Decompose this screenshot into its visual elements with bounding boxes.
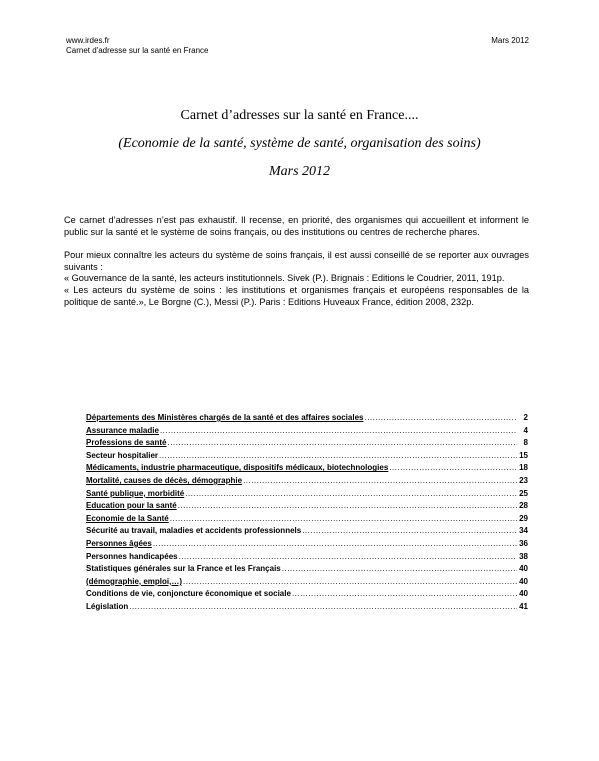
toc-leader-dots bbox=[129, 601, 517, 614]
toc-leader-dots bbox=[153, 538, 517, 551]
toc-entry-page: 41 bbox=[519, 601, 528, 611]
toc-entry-page: 8 bbox=[523, 438, 528, 448]
toc-leader-dots bbox=[159, 450, 517, 463]
toc-entry-label: Secteur hospitalier bbox=[86, 450, 159, 460]
toc-entry-label: Mortalité, causes de décès, démographie bbox=[86, 475, 243, 485]
toc-entry-page: 23 bbox=[519, 475, 528, 485]
toc-leader-dots bbox=[302, 525, 517, 538]
toc-entry-label: Conditions de vie, conjoncture économique et sociale bbox=[86, 589, 291, 599]
table-of-contents bbox=[86, 412, 528, 614]
toc-entry-label: Personnes âgées bbox=[86, 538, 152, 548]
toc-leader-dots bbox=[292, 588, 517, 601]
paragraph-gap bbox=[64, 238, 529, 250]
toc-entry-label: Santé publique, morbidité bbox=[86, 488, 185, 498]
toc-entry-page: 15 bbox=[519, 450, 528, 460]
toc-entry-label: (démographie, emploi,…) bbox=[86, 576, 183, 586]
intro-reference-2: « Les acteurs du système de soins : les institutions et organismes français et européens responsables de la politique de santé.», Le Borgne (C.), Messi (P.). Paris : Editions Huveaux France, édition 2008, 232p. bbox=[64, 284, 529, 307]
page-header bbox=[66, 36, 529, 56]
intro-paragraph-2: Pour mieux connaître les acteurs du système de soins français, il est aussi conseillé de se reporter aux ouvrages suivants : bbox=[64, 250, 529, 272]
page-title: Carnet d’adresses sur la santé en France.... bbox=[180, 108, 419, 123]
toc-leader-dots bbox=[364, 412, 517, 425]
intro-paragraph-1: Ce carnet d’adresses n’est pas exhaustif. Il recense, en priorité, des organismes qui accueillent et informent le public sur la santé et le système de soins français, ou des institutions ou centres de recherche phares. bbox=[64, 215, 529, 237]
toc-entry[interactable] bbox=[86, 588, 528, 601]
intro-reference-1: « Gouvernance de la santé, les acteurs institutionnels. Sivek (P.). Brignais : Editions le Coudrier, 2011, 191p. bbox=[64, 273, 505, 284]
toc-leader-dots bbox=[160, 425, 517, 438]
toc-entry-page: 25 bbox=[519, 488, 528, 498]
header-site[interactable]: www.irdes.fr bbox=[66, 36, 110, 45]
toc-entry[interactable] bbox=[86, 563, 528, 576]
intro-text bbox=[64, 215, 529, 308]
toc-entry-page: 29 bbox=[519, 513, 528, 523]
toc-entry[interactable] bbox=[86, 475, 528, 488]
header-subtitle: Carnet d'adresse sur la santé en France bbox=[66, 46, 209, 55]
toc-entry[interactable] bbox=[86, 538, 528, 551]
toc-entry-page: 28 bbox=[519, 501, 528, 511]
toc-entry-page: 36 bbox=[519, 538, 528, 548]
toc-entry-label: Législation bbox=[86, 601, 129, 611]
toc-leader-dots bbox=[170, 513, 517, 526]
toc-entry[interactable] bbox=[86, 576, 528, 589]
header-date: Mars 2012 bbox=[491, 36, 529, 45]
toc-entry[interactable] bbox=[86, 425, 528, 438]
toc-leader-dots bbox=[179, 551, 517, 564]
toc-entry-label: Education pour la santé bbox=[86, 501, 177, 511]
toc-entry-page: 34 bbox=[519, 526, 528, 536]
toc-leader-dots bbox=[178, 500, 517, 513]
toc-entry-label: Médicaments, industrie pharmaceutique, dispositifs médicaux, biotechnologies bbox=[86, 463, 389, 473]
toc-leader-dots bbox=[183, 576, 517, 589]
toc-entry-page: 38 bbox=[519, 551, 528, 561]
toc-entry-label: Professions de santé bbox=[86, 438, 167, 448]
toc-entry[interactable] bbox=[86, 412, 528, 425]
toc-entry[interactable] bbox=[86, 601, 528, 614]
toc-entry-label: Départements des Ministères chargés de la santé et des affaires sociales bbox=[86, 413, 364, 422]
toc-entry[interactable] bbox=[86, 462, 528, 475]
toc-leader-dots bbox=[282, 563, 517, 576]
page-date: Mars 2012 bbox=[268, 164, 331, 179]
toc-entry[interactable] bbox=[86, 488, 528, 501]
toc-entry[interactable] bbox=[86, 437, 528, 450]
toc-entry[interactable] bbox=[86, 551, 528, 564]
toc-entry-label: Personnes handicapées bbox=[86, 551, 178, 561]
toc-entry-page: 2 bbox=[523, 413, 528, 422]
toc-entry[interactable] bbox=[86, 500, 528, 513]
toc-entry-label: Sécurité au travail, maladies et accidents professionnels bbox=[86, 526, 302, 536]
toc-leader-dots bbox=[167, 437, 517, 450]
toc-entry[interactable] bbox=[86, 513, 528, 526]
toc-entry-page: 40 bbox=[519, 564, 528, 574]
toc-entry-page: 40 bbox=[519, 576, 528, 586]
toc-leader-dots bbox=[389, 462, 517, 475]
toc-entry-page: 40 bbox=[519, 589, 528, 599]
toc-leader-dots bbox=[243, 475, 517, 488]
toc-entry[interactable] bbox=[86, 450, 528, 463]
toc-entry-page: 18 bbox=[519, 463, 528, 473]
toc-leader-dots bbox=[185, 488, 517, 501]
toc-entry-label: Economie de la Santé bbox=[86, 513, 169, 523]
page-subtitle: (Economie de la santé, système de santé, organisation des soins) bbox=[118, 136, 481, 151]
toc-entry-label: Assurance maladie bbox=[86, 425, 159, 435]
toc-entry[interactable] bbox=[86, 525, 528, 538]
toc-entry-page: 4 bbox=[523, 425, 528, 435]
toc-entry-label: Statistiques générales sur la France et les Français bbox=[86, 564, 281, 574]
